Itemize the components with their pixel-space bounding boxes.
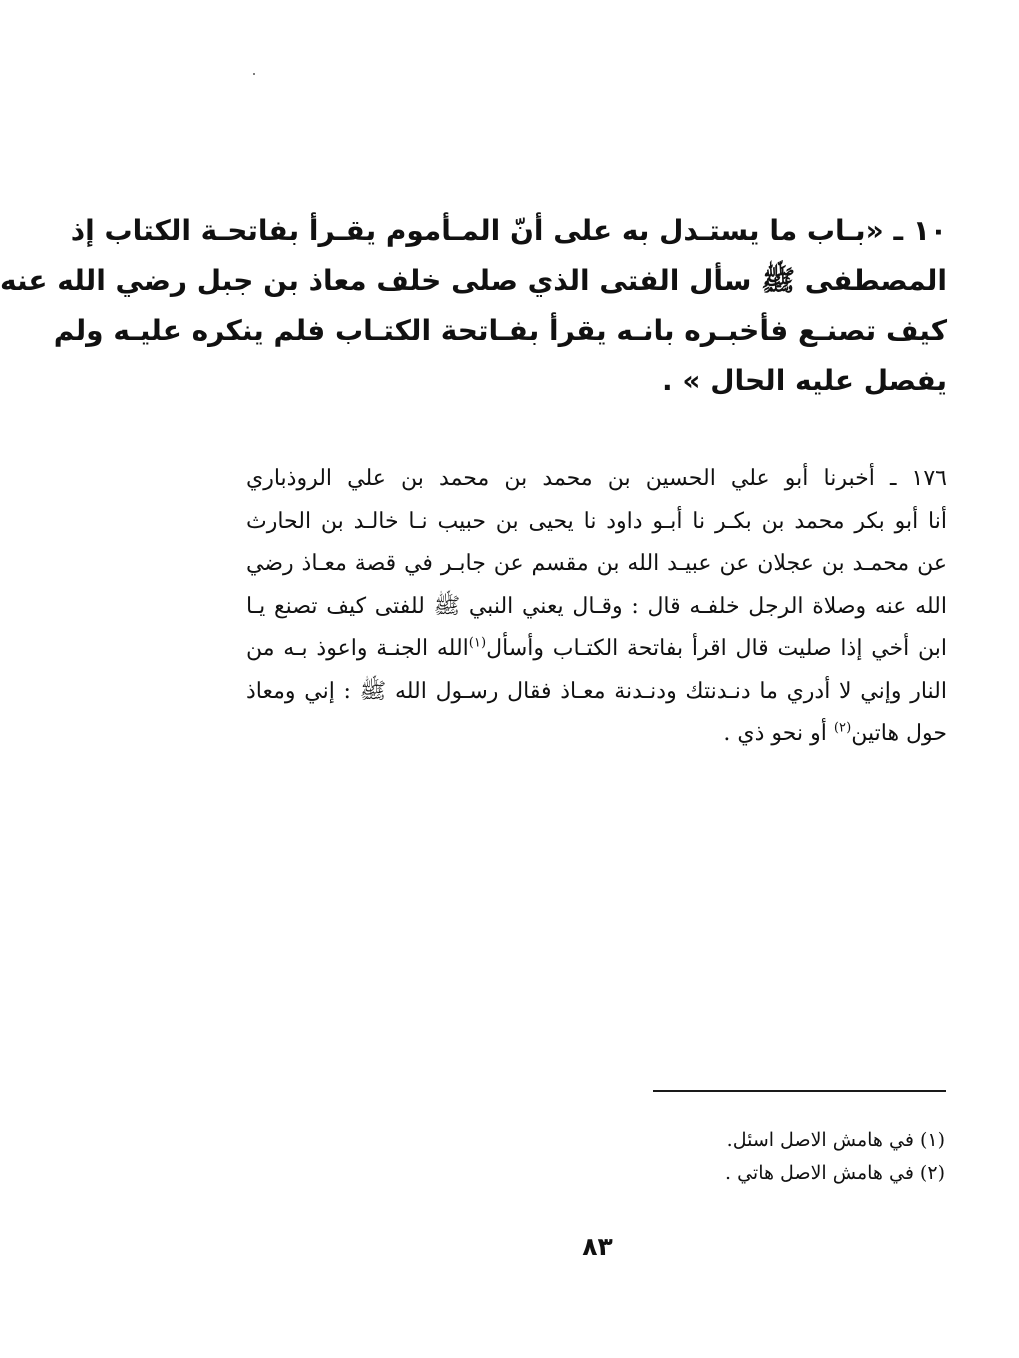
heading-line: كيف تصنـع فأخبـره بانـه يقرأ بفـاتحة الكتـاب فلم ينكره عليـه ولم [53, 314, 947, 347]
hadith-line-part: ابن أخي إذا صليت قال اقرأ بفاتحة الكتـاب وأسأل [486, 636, 947, 661]
hadith-line: أنا أبو بكر محمد بن بكـر نا أبـو داود نا يحيى بن حبيب نـا خالـد بن الحارث [246, 508, 947, 534]
footnote-ref-1: (١) [468, 635, 487, 651]
footnote-divider [653, 1090, 946, 1092]
footnote-2: (٢) في هامش الاصل هاتي . [725, 1162, 945, 1184]
footnote-1: (١) في هامش الاصل اسئل. [726, 1129, 945, 1151]
hadith-text [246, 458, 947, 756]
hadith-line: النار وإني لا أدري ما دنـدنتك ودنـدنة معـاذ فقال رسـول الله ﷺ : إني ومعاذ [246, 678, 947, 704]
hadith-line: الله عنه وصلاة الرجل خلفـه قال : وقـال يعني النبي ﷺ للفتى كيف تصنع يـا [246, 593, 947, 619]
heading-line: يفصل عليه الحال » . [661, 364, 947, 397]
hadith-line [246, 713, 947, 756]
scan-speck [253, 73, 255, 75]
page-number: ٨٣ [582, 1232, 613, 1261]
hadith-line-part: أو نحو ذي . [723, 721, 827, 746]
hadith-line: عن محمـد بن عجلان عن عبيـد الله بن مقسم عن جابـر في قصة معـاذ رضي [246, 551, 947, 576]
chapter-heading [0, 206, 947, 406]
footnote-ref-2: (٢) [833, 720, 852, 736]
hadith-line-part: الله الجنـة واعوذ بـه من [246, 636, 469, 661]
hadith-line: ١٧٦ ـ أخبرنا أبو علي الحسين بن محمد بن محمد بن علي الروذباري [246, 466, 947, 491]
hadith-line [246, 628, 947, 671]
heading-line: المصطفى ﷺ سأل الفتى الذي صلى خلف معاذ بن جبل رضي الله عنه [0, 264, 947, 297]
heading-line: ١٠ ـ «بـاب ما يستـدل به على أنّ المـأموم يقـرأ بفاتحـة الكتاب إذ [70, 214, 947, 247]
footnotes [246, 1124, 945, 1190]
hadith-line-part: حول هاتين [851, 721, 947, 746]
